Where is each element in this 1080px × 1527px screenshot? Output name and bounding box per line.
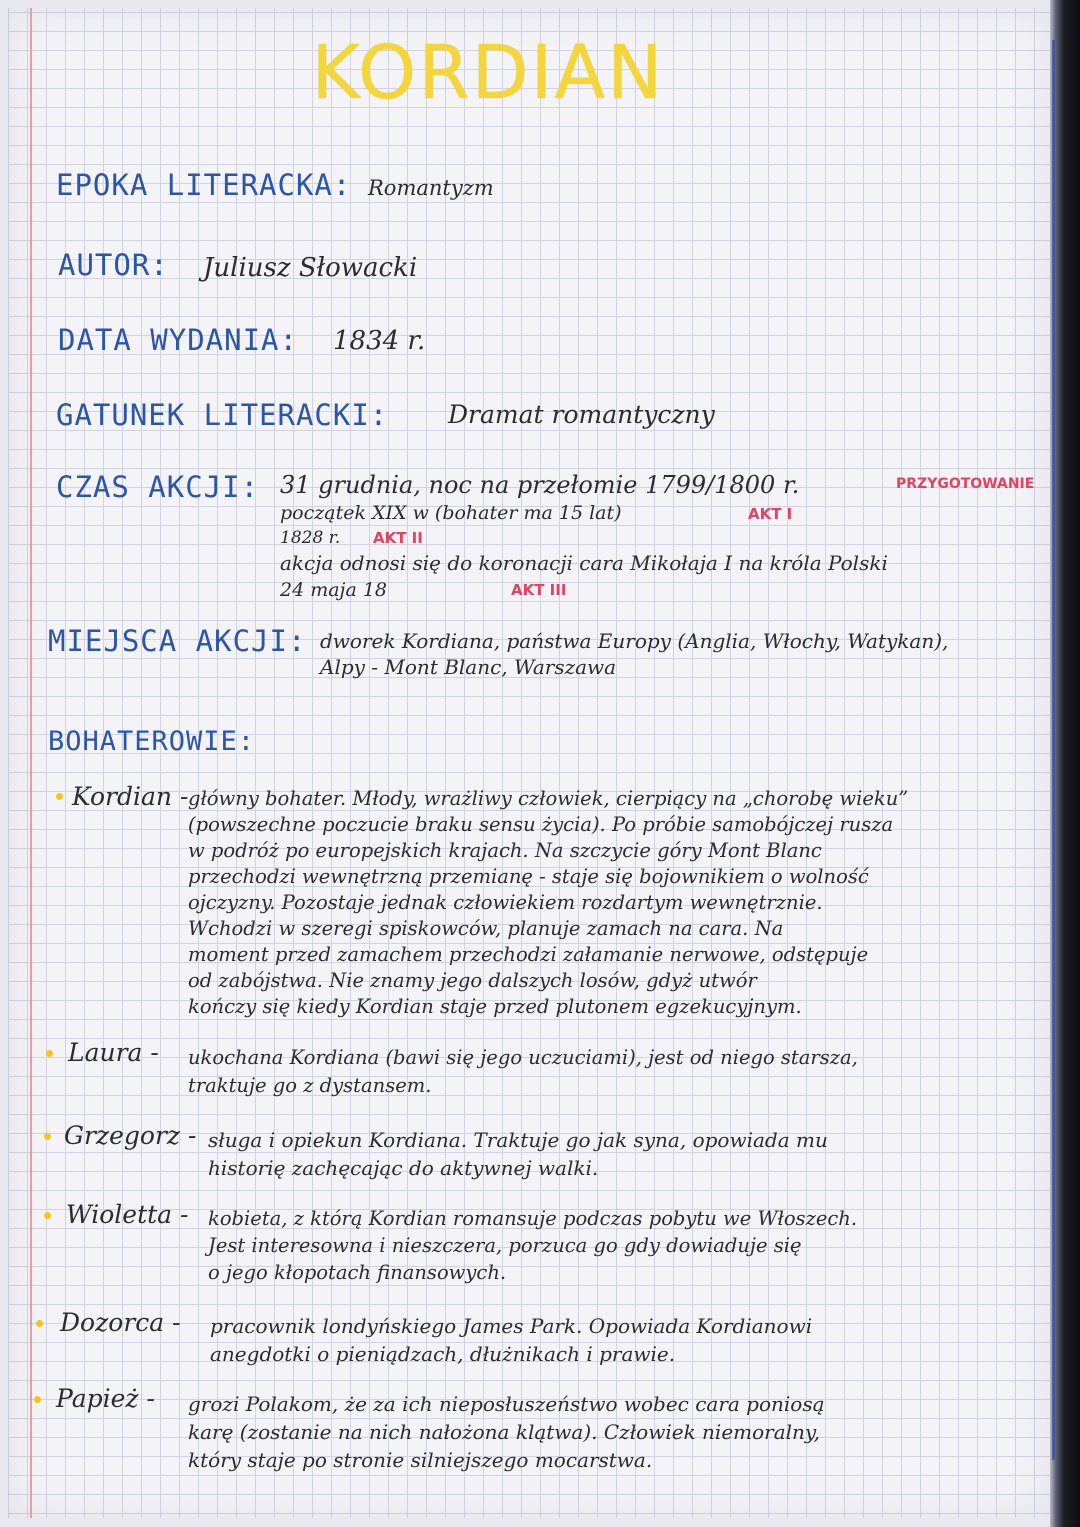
bullet-icon — [44, 1133, 51, 1140]
character-name-dozorca: Dozorca - — [60, 1308, 181, 1337]
autor-label: AUTOR: — [58, 248, 169, 282]
tag-akt-1: AKT I — [748, 505, 793, 523]
miejsca-line-2: Alpy - Mont Blanc, Warszawa — [320, 655, 617, 679]
czas-line-5: 24 maja 18 — [280, 579, 387, 601]
character-desc-papiez: grozi Polakom, że za ich nieposłuszeństwo wobec cara poniosą karę (zostanie na nich nałożona klątwa). Człowiek niemoralny, który staje po stronie silniejszego mocarstwa. — [188, 1392, 825, 1472]
margin-line — [30, 8, 32, 1518]
czas-line-1: 31 grudnia, noc na przełomie 1799/1800 r. — [280, 471, 800, 499]
czas-line-4: akcja odnosi się do koronacji cara Mikołaja I na króla Polski — [280, 551, 888, 575]
character-name-grzegorz: Grzegorz - — [64, 1121, 197, 1150]
character-desc-kordian: główny bohater. Młody, wrażliwy człowiek, cierpiący na „chorobę wieku” (powszechne poczucie braku sensu życia). Po próbie samobójczej rusza w podróż po europejskich krajach. Na szczycie góry Mont Blanc przechodzi wewnętrzną przemianę - staje się bojownikiem o wolność ojczyzny. Pozostaje jednak człowiekiem rozdartym wewnętrznie. Wchodzi w szeregi spiskowców, planuje zamach na cara. Na moment przed zamachem przechodzi załamanie nerwowe, odstępuje od zabójstwa. Nie znamy jego dalszych losów, gdyż utwór kończy się kiedy Kordian staje przed plutonem egzekucyjnym. — [188, 787, 909, 1018]
gatunek-value: Dramat romantyczny — [448, 400, 715, 429]
czas-akcji-label: CZAS AKCJI: — [56, 470, 260, 504]
tag-przygotowanie: PRZYGOTOWANIE — [896, 476, 1035, 492]
character-desc-laura: ukochana Kordiana (bawi się jego uczuciami), jest od niego starsza, traktuje go z dystansem. — [188, 1046, 858, 1097]
bullet-icon — [46, 1050, 53, 1057]
character-desc-dozorca: pracownik londyńskiego James Park. Opowiada Kordianowi anegdotki o pieniądzach, dłużnikach i prawie. — [210, 1314, 813, 1366]
character-name-kordian: Kordian - — [72, 782, 189, 811]
data-wydania-label: DATA WYDANIA: — [58, 323, 298, 357]
bullet-icon — [34, 1396, 41, 1403]
miejsca-akcji-label: MIEJSCA AKCJI: — [48, 624, 307, 658]
epoka-label: EPOKA LITERACKA: — [56, 168, 352, 202]
czas-line-2: początek XIX w (bohater ma 15 lat) — [280, 502, 622, 524]
bullet-icon — [44, 1212, 51, 1219]
tag-akt-3: AKT III — [511, 581, 567, 599]
character-name-wioletta: Wioletta - — [66, 1200, 189, 1229]
bullet-icon — [36, 1320, 43, 1327]
miejsca-line-1: dworek Kordiana, państwa Europy (Anglia, Włochy, Watykan), — [320, 629, 949, 653]
character-desc-grzegorz: sługa i opiekun Kordiana. Traktuje go jak syna, opowiada mu historię zachęcając do aktywnej walki. — [208, 1128, 828, 1180]
page-title: KORDIAN — [311, 30, 665, 116]
czas-line-3: 1828 r. — [280, 528, 341, 548]
binding-line — [1052, 40, 1055, 1460]
notebook-page — [8, 8, 1050, 1518]
gatunek-label: GATUNEK LITERACKI: — [56, 398, 389, 432]
autor-value: Juliusz Słowacki — [203, 253, 418, 283]
bohaterowie-heading: BOHATEROWIE: — [48, 726, 256, 757]
data-wydania-value: 1834 r. — [333, 326, 426, 356]
character-desc-wioletta: kobieta, z którą Kordian romansuje podczas pobytu we Włoszech. Jest interesowna i nieszczera, porzuca go gdy dowiaduje się o jego kłopotach finansowych. — [208, 1207, 858, 1284]
bullet-icon — [56, 793, 63, 800]
character-name-papiez: Papież - — [56, 1384, 155, 1413]
tag-akt-2: AKT II — [373, 529, 423, 547]
character-name-laura: Laura - — [68, 1038, 159, 1067]
epoka-value: Romantyzm — [368, 176, 494, 200]
